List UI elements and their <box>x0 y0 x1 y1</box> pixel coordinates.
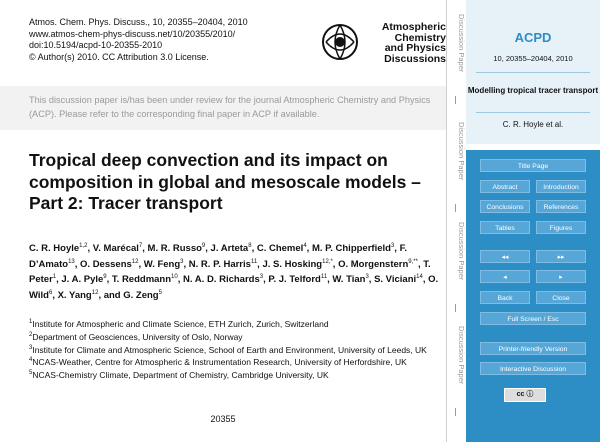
sidebar-header <box>466 0 600 144</box>
author-name <box>112 274 178 285</box>
next-page-button[interactable]: ▸ <box>536 270 586 283</box>
author-name-text: C. Chemel <box>256 243 304 255</box>
tables-button[interactable]: Tables <box>480 221 530 234</box>
author-name <box>93 243 142 254</box>
author-name <box>58 290 99 301</box>
volume-info: 10, 20355–20404, 2010 <box>493 54 573 63</box>
back-button[interactable]: Back <box>480 291 530 304</box>
author-affiliation-marker: 8 <box>248 243 252 249</box>
author-affiliation-marker: 11 <box>250 258 258 265</box>
affiliation-text: Institute for Atmospheric and Climate Science, ETH Zurich, Zurich, Switzerland <box>32 318 329 329</box>
references-button[interactable]: References <box>536 200 586 213</box>
author-affiliation-marker: 1 <box>52 274 57 281</box>
author-affiliation-marker: 11 <box>320 274 328 281</box>
author-affiliation-marker: 3 <box>390 243 395 249</box>
author-affiliation-marker: 10 <box>171 274 178 281</box>
author-name-text: M. P. Chipperfield <box>311 243 391 255</box>
author-affiliation-marker: 3 <box>180 258 184 265</box>
gutter-label: Discussion Paper <box>457 14 466 73</box>
author-name-text: T. Reddmann <box>111 274 172 286</box>
logo-line: Atmospheric <box>381 21 446 33</box>
previous-page-button[interactable]: ◂ <box>480 270 530 283</box>
license-line: © Author(s) 2010. CC Attribution 3.0 License. <box>29 51 209 62</box>
review-notice-box <box>0 86 446 130</box>
affiliation-number: 1 <box>29 319 33 325</box>
doi-line: doi:10.5194/acpd-10-20355-2010 <box>29 40 163 50</box>
affiliation-number: 5 <box>29 370 33 377</box>
author-name <box>183 274 263 285</box>
author-name <box>262 259 332 270</box>
affiliation <box>29 317 441 330</box>
author-name-text: J. A. Pyle <box>61 274 104 286</box>
fullscreen-button[interactable]: Full Screen / Esc <box>480 312 586 325</box>
author-affiliation-marker: 3 <box>259 274 264 281</box>
gutter-label: Discussion Paper <box>457 326 466 385</box>
author-affiliation-marker: 12,* <box>322 258 333 265</box>
author-name <box>211 243 252 254</box>
affiliation <box>29 368 441 381</box>
gutter-label: Discussion Paper <box>457 122 466 181</box>
gutter-separator <box>455 204 456 212</box>
author-name-text: F. D’Amato <box>29 243 407 270</box>
author-affiliation-marker: 3 <box>365 274 369 281</box>
author-name <box>374 274 423 285</box>
interactive-discussion-button[interactable]: Interactive Discussion <box>480 362 586 375</box>
author-name-text: V. Marécal <box>92 243 139 255</box>
journal-logo <box>318 20 446 66</box>
author-name <box>189 259 257 270</box>
affiliation-text: NCAS-Weather, Centre for Atmospheric & Instrumentation Research, University of Herfordshire, UK <box>32 357 407 368</box>
author-name-text: O. Dessens <box>80 258 132 270</box>
divider <box>476 112 590 113</box>
page-number: 20355 <box>210 414 236 424</box>
author-name-text: O. Morgenstern <box>338 258 409 270</box>
author-name-text: O. Wild <box>29 274 439 302</box>
affiliation-text: NCAS-Chemistry Climate, Department of Chemistry, Cambridge University, UK <box>32 370 329 381</box>
gutter-separator <box>455 408 456 416</box>
globe-icon <box>318 20 362 64</box>
conclusions-button[interactable]: Conclusions <box>480 200 530 213</box>
author-name-text: X. Yang <box>57 290 92 302</box>
short-authors: C. R. Hoyle et al. <box>502 120 564 129</box>
author-name <box>332 274 368 285</box>
author-affiliation-marker: 5 <box>158 289 162 296</box>
citation-block <box>29 17 248 63</box>
affiliation <box>29 330 441 343</box>
logo-line: and Physics <box>384 42 446 54</box>
close-button[interactable]: Close <box>536 291 586 304</box>
author-affiliation-marker: 9 <box>201 243 206 249</box>
author-affiliation-marker: 9 <box>103 274 107 281</box>
affiliation-number: 4 <box>29 357 33 364</box>
divider <box>476 72 590 73</box>
affiliation-number: 2 <box>29 331 33 338</box>
cc-license-badge[interactable]: cc ⓘ <box>504 388 546 402</box>
author-name-text: J. S. Hosking <box>262 258 323 270</box>
author-affiliation-marker: 12 <box>131 258 139 265</box>
introduction-button[interactable]: Introduction <box>536 180 586 193</box>
author-name-text: N. R. P. Harris <box>188 258 251 270</box>
logo-text <box>364 22 446 64</box>
paper-title: Tropical deep convection and its impact on composition in global and mesoscale models – Part 2: Tracer transport <box>29 150 421 213</box>
author-name-text: G. Zeng <box>123 290 159 302</box>
affiliation <box>29 355 441 368</box>
printer-friendly-button[interactable]: Printer-friendly Version <box>480 342 586 355</box>
affiliation-number: 3 <box>29 344 33 351</box>
author-affiliation-marker: 13 <box>68 258 75 265</box>
author-affiliation-marker: 9,** <box>408 258 418 265</box>
author-name <box>144 259 184 270</box>
author-name-text: M. R. Russo <box>147 243 202 255</box>
author-affiliation-marker: 4 <box>303 243 307 249</box>
title-page-button[interactable]: Title Page <box>480 159 586 172</box>
affiliation-list <box>29 317 441 381</box>
author-name-text: J. Arteta <box>210 243 249 255</box>
author-name-text: S. Viciani <box>374 274 417 286</box>
discussion-paper-gutter <box>447 0 466 442</box>
author-name-text: N. A. D. Richards <box>183 274 260 286</box>
author-affiliation-marker: 1,2 <box>79 243 88 249</box>
author-name-text: T. Peter <box>29 258 431 286</box>
author-name-text: P. J. Telford <box>268 274 321 286</box>
author-name <box>61 274 106 285</box>
gutter-separator <box>455 304 456 312</box>
author-affiliation-marker: 14 <box>416 274 423 281</box>
short-title: Modelling tropical tracer transport <box>467 86 599 95</box>
journal-abbrev: ACPD <box>514 30 552 45</box>
navigation-sidebar <box>466 0 600 442</box>
author-name <box>268 274 327 285</box>
citation-line: Atmos. Chem. Phys. Discuss., 10, 20355–20404, 2010 <box>29 17 248 27</box>
author-name <box>148 243 206 254</box>
author-affiliation-marker: 6 <box>48 289 53 296</box>
author-list: C. R. Hoyle$^{1,2}$, V. Marécal$^7$, M. R. Russo$^9$, J. Arteta$^8$, C. Chemel$^4$, M. P. Chipperfield$^3$, F. D’Amato$^{13}$, O. Dessens$^{12}$, W. Feng$^3$, N. R. P. Harris$^{11}$, J. S. Hosking$^{12,*}$, O. Morgenstern$^{9,**}$, T. Peter$^1$, J. A. Pyle$^9$, T. Reddmann$^{10}$, N. A. D. Richards$^3$, P. J. Telford$^{11}$, W. Tian$^3$, S. Viciani$^{14}$, O. Wild$^6$, X. Yang$^{12}$, and G. Zeng$^5$ <box>29 243 439 302</box>
figures-button[interactable]: Figures <box>536 221 586 234</box>
author-name-text: W. Feng <box>143 258 181 270</box>
affiliation-text: Department of Geosciences, University of Oslo, Norway <box>32 331 243 342</box>
logo-line: Chemistry <box>394 31 446 44</box>
author-name <box>80 259 138 270</box>
abstract-button[interactable]: Abstract <box>480 180 530 193</box>
author-name <box>312 243 394 254</box>
gutter-separator <box>455 96 456 104</box>
url-link[interactable]: www.atmos-chem-phys-discuss.net/10/20355/2010/ <box>29 28 236 39</box>
last-page-button[interactable]: ▸▸ <box>536 250 586 263</box>
author-name <box>257 243 307 254</box>
affiliation <box>29 343 441 356</box>
nav-panel <box>466 150 600 442</box>
author-name <box>338 259 418 270</box>
author-name <box>123 290 162 301</box>
author-name <box>29 243 88 254</box>
author-affiliation-marker: 12 <box>91 289 99 296</box>
author-name-text: W. Tian <box>332 274 366 286</box>
author-name-text: C. R. Hoyle <box>29 243 80 255</box>
gutter-label: Discussion Paper <box>457 222 466 281</box>
review-notice: This discussion paper is/has been under review for the journal Atmospheric Chemistry and Physics (ACP). Please refer to the corresponding final paper in ACP if available. <box>29 95 431 119</box>
author-affiliation-marker: 7 <box>138 243 143 249</box>
first-page-button[interactable]: ◂◂ <box>480 250 530 263</box>
affiliation-text: Institute for Climate and Atmospheric Science, School of Earth and Environment, University of Leeds, UK <box>32 344 427 355</box>
logo-line: Discussions <box>384 52 446 65</box>
